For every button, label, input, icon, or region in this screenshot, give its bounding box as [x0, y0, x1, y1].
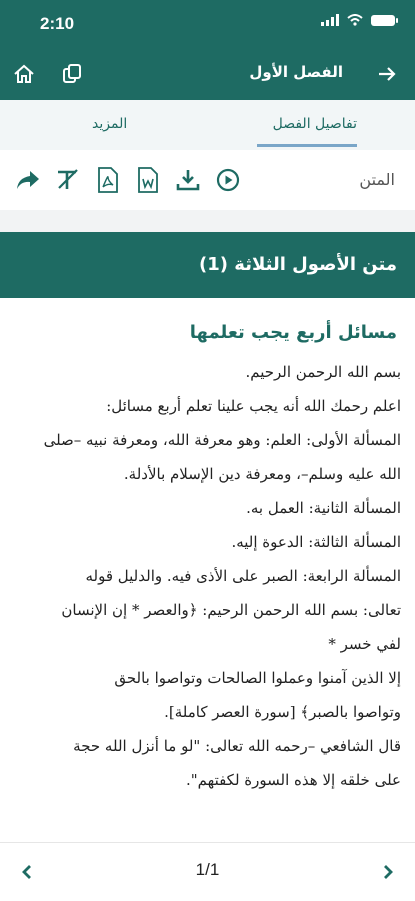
toolbar-label: المتن [359, 170, 395, 189]
active-tab-indicator [257, 144, 357, 147]
text-line: قال الشافعي –رحمه الله تعالى: "لو ما أنزل الله حجة [73, 737, 401, 755]
pagination-bar [0, 842, 415, 901]
home-icon [13, 63, 35, 85]
text-line: اعلم رحمك الله أنه يجب علينا تعلم أربع مسائل: [106, 397, 401, 415]
text-line: تعالى: بسم الله الرحمن الرحيم: ﴿والعصر * إن الإنسان [61, 601, 401, 619]
chevron-right-icon [380, 864, 396, 880]
text-line: لفي خسر * [328, 635, 401, 653]
tab-bar [0, 100, 415, 150]
text-line: المسألة الثالثة: الدعوة إليه. [231, 533, 401, 551]
next-page-button[interactable] [373, 857, 403, 887]
pdf-export-button[interactable] [94, 166, 122, 194]
tab-more[interactable]: المزيد [92, 116, 128, 132]
text-line: الله عليه وسلم–، ومعرفة دين الإسلام بالأدلة. [123, 465, 401, 483]
download-button[interactable] [174, 166, 202, 194]
download-icon [176, 168, 200, 192]
text-line: على خلقه إلا هذه السورة لكفتهم". [186, 771, 401, 789]
content-text [14, 355, 401, 797]
cellular-icon [321, 14, 339, 26]
page-title: الفصل الأول [249, 63, 343, 81]
section-gap [0, 210, 415, 232]
word-export-button[interactable] [134, 166, 162, 194]
chapter-content[interactable] [14, 300, 401, 840]
play-button[interactable] [214, 166, 242, 194]
page-indicator: 1/1 [195, 860, 220, 879]
copy-icon [61, 63, 83, 85]
chapter-banner [0, 232, 415, 298]
status-icons [321, 14, 395, 26]
text-line: المسألة الرابعة: الصبر على الأذى فيه. والدليل قوله [85, 567, 401, 585]
share-button[interactable] [14, 166, 42, 194]
remove-diacritics-button[interactable] [54, 166, 82, 194]
text-line: المسألة الثانية: العمل به. [246, 499, 401, 517]
word-file-icon [137, 167, 159, 193]
share-icon [15, 168, 41, 192]
status-time: 2:10 [40, 14, 75, 33]
play-icon [216, 168, 240, 192]
clear-format-icon [55, 168, 81, 192]
wifi-icon [347, 14, 363, 26]
back-button[interactable] [373, 60, 401, 88]
app-header [0, 0, 415, 100]
text-line: بسم الله الرحمن الرحيم. [245, 363, 401, 381]
arrow-right-icon [377, 64, 397, 84]
home-button[interactable] [10, 60, 38, 88]
tab-chapter-details[interactable]: تفاصيل الفصل [272, 116, 357, 132]
text-line: إلا الذين آمنوا وعملوا الصالحات وتواصوا بالحق [114, 669, 401, 687]
copy-button[interactable] [58, 60, 86, 88]
text-line: المسألة الأولى: العلم: وهو معرفة الله، ومعرفة نبيه –صلى [43, 431, 401, 449]
chapter-title: متن الأصول الثلاثة (1) [199, 254, 397, 275]
pdf-file-icon [97, 167, 119, 193]
content-subtitle: مسائل أربع يجب تعلمها [189, 322, 397, 343]
text-line: وتواصوا بالصبر﴾ [سورة العصر كاملة]. [164, 703, 401, 721]
battery-icon [371, 15, 395, 26]
